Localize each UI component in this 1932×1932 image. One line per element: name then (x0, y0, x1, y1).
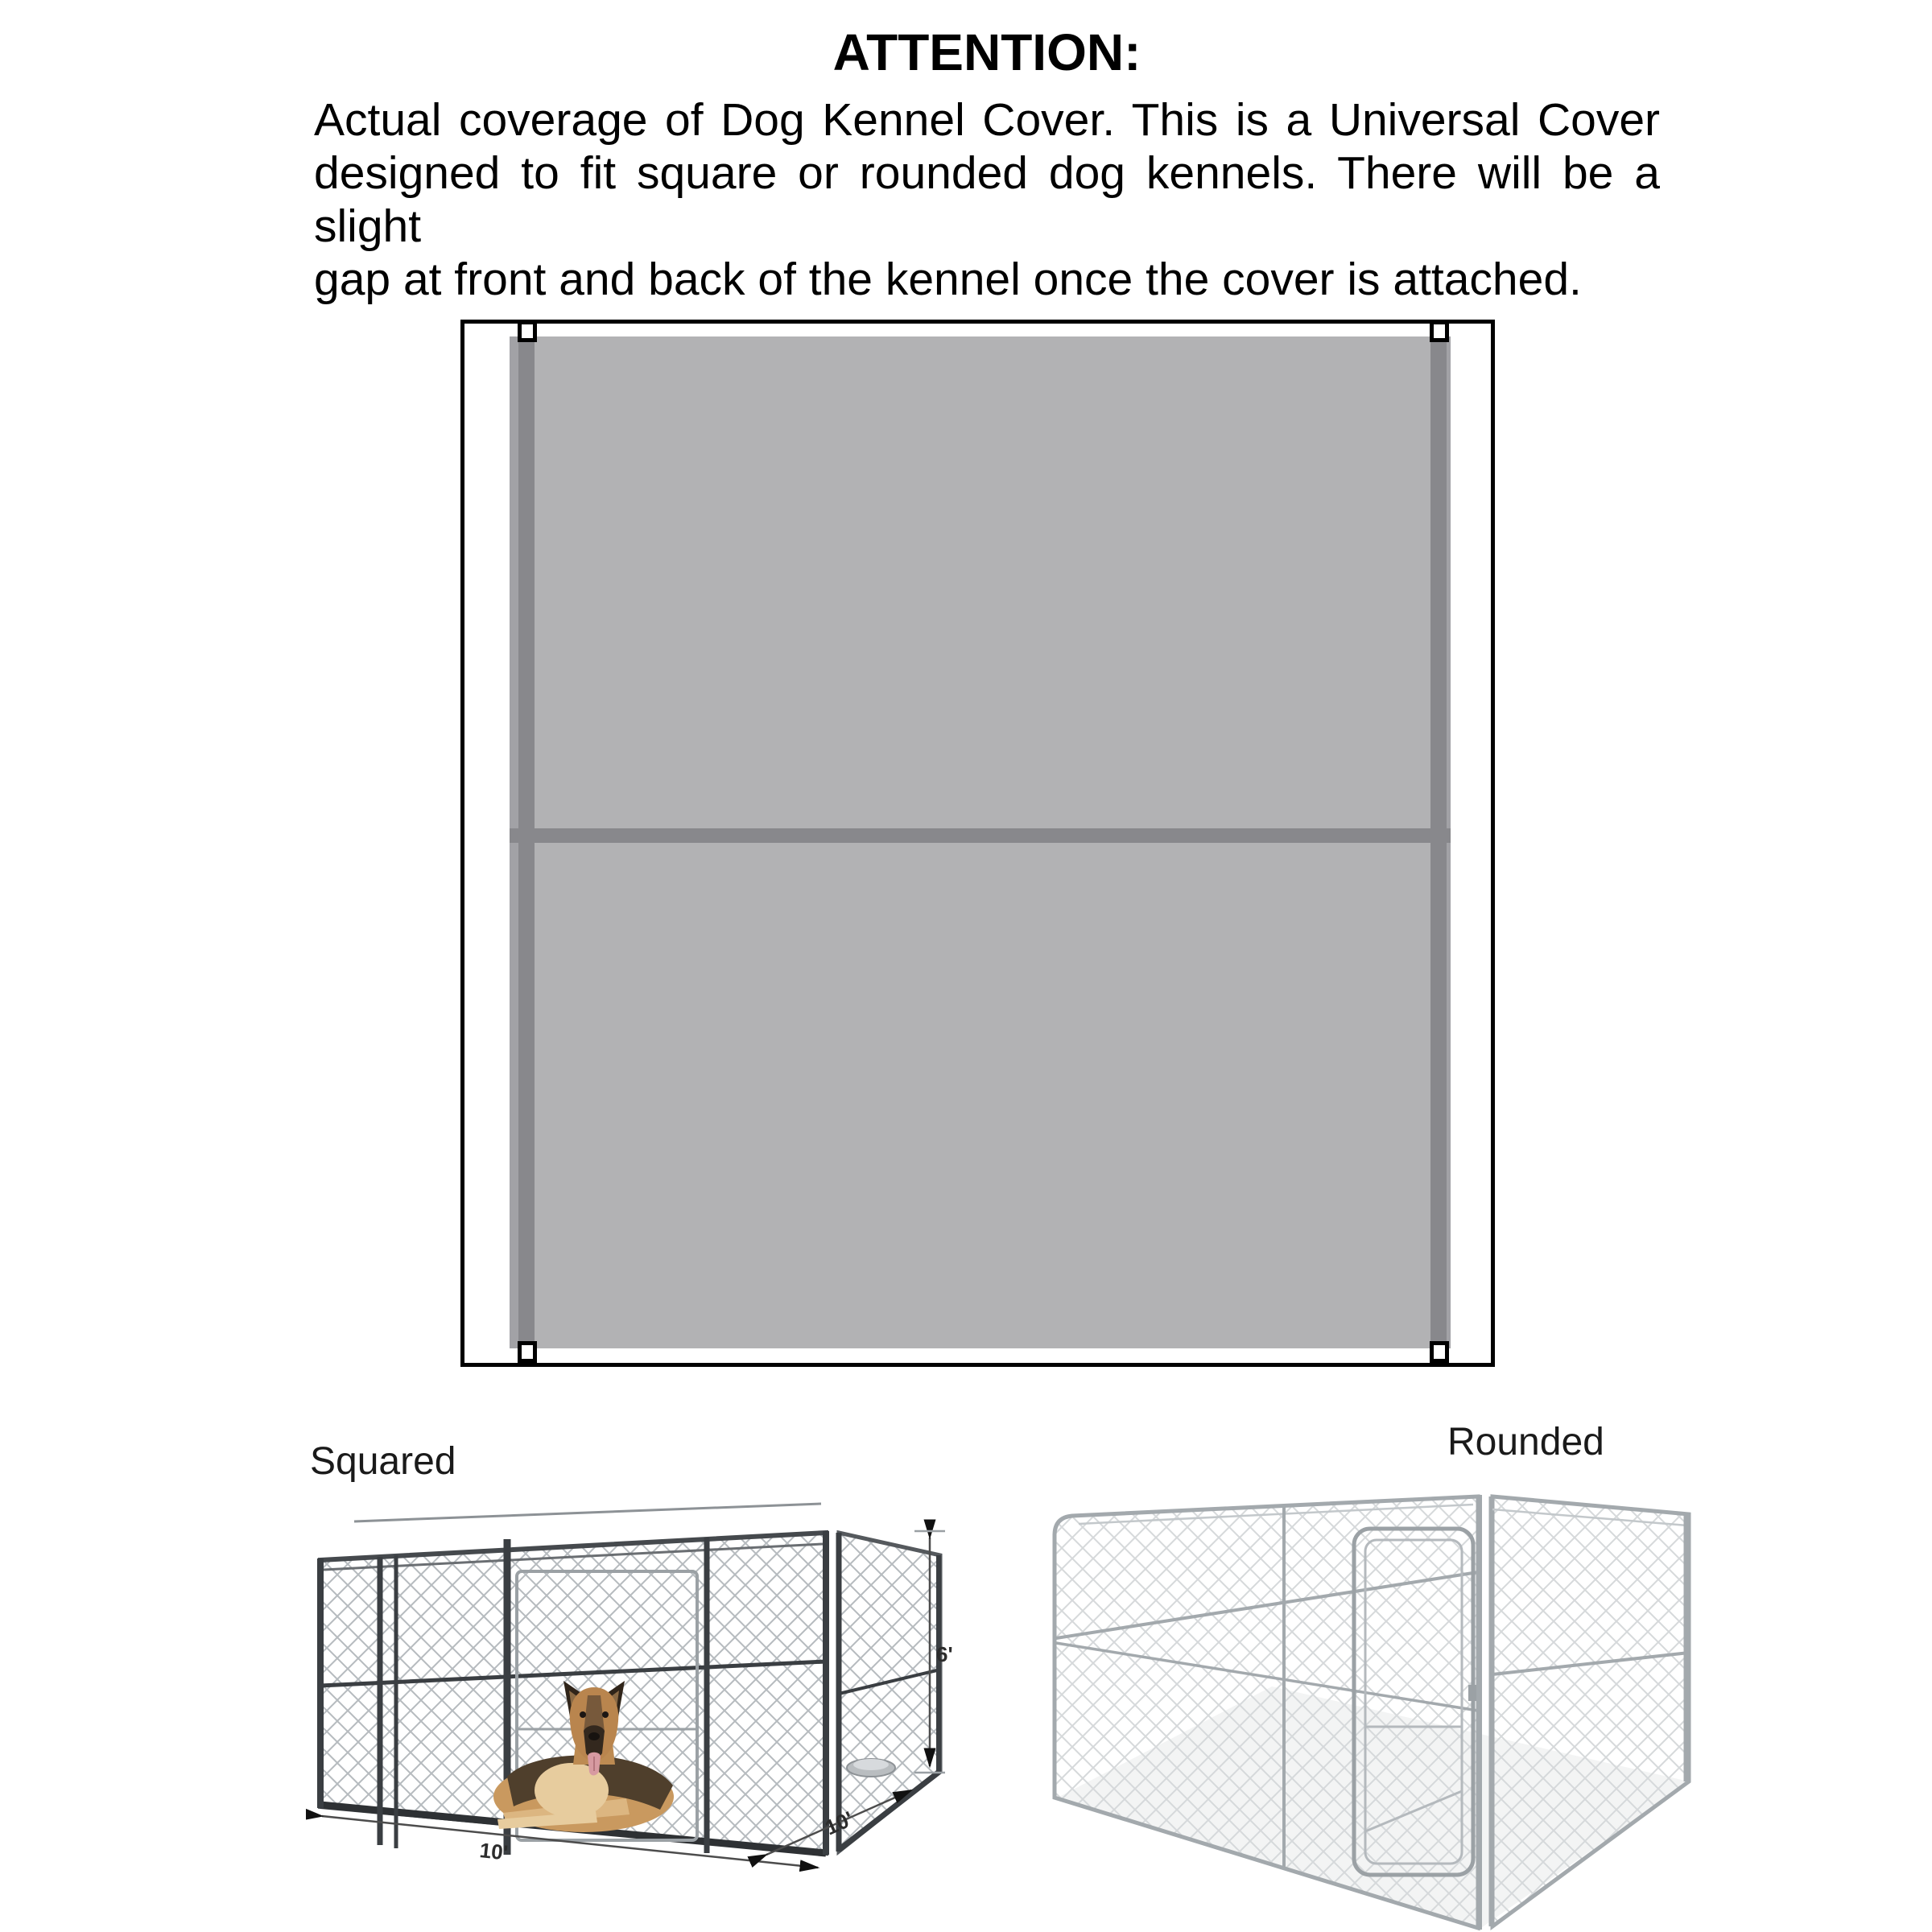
cover-center-seam (510, 828, 1451, 843)
corner-grommet-bottom-left (518, 1341, 537, 1363)
dim-side-depth: 10' (821, 1806, 857, 1840)
attention-heading: ATTENTION: (832, 23, 1141, 81)
attention-body-line-2: designed to fit square or rounded dog kennels. There will be a slight (314, 147, 1660, 252)
dim-front-width: 10' (478, 1838, 510, 1865)
rounded-kennel-label: Rounded (1447, 1421, 1604, 1463)
squared-kennel-label: Squared (310, 1440, 456, 1483)
rounded-kennel-front-panel (1492, 1496, 1689, 1926)
squared-kennel-photo (306, 1491, 958, 1893)
attention-body-line-1: Actual coverage of Dog Kennel Cover. This is a Universal Cover (314, 94, 1660, 146)
dim-height: 6' (936, 1642, 953, 1666)
attention-body-line-3: gap at front and back of the kennel once the cover is attached. (314, 254, 1582, 305)
cover-panel (510, 336, 1451, 1348)
dog-bowl (847, 1759, 895, 1777)
kennel-side-panel (839, 1533, 940, 1852)
attention-note (314, 23, 1660, 306)
rounded-kennel-photo (1030, 1485, 1699, 1932)
coverage-diagram-frame (460, 320, 1495, 1367)
corner-grommet-top-left (518, 320, 537, 342)
corner-grommet-bottom-right (1430, 1341, 1449, 1363)
corner-grommet-top-right (1430, 320, 1449, 342)
